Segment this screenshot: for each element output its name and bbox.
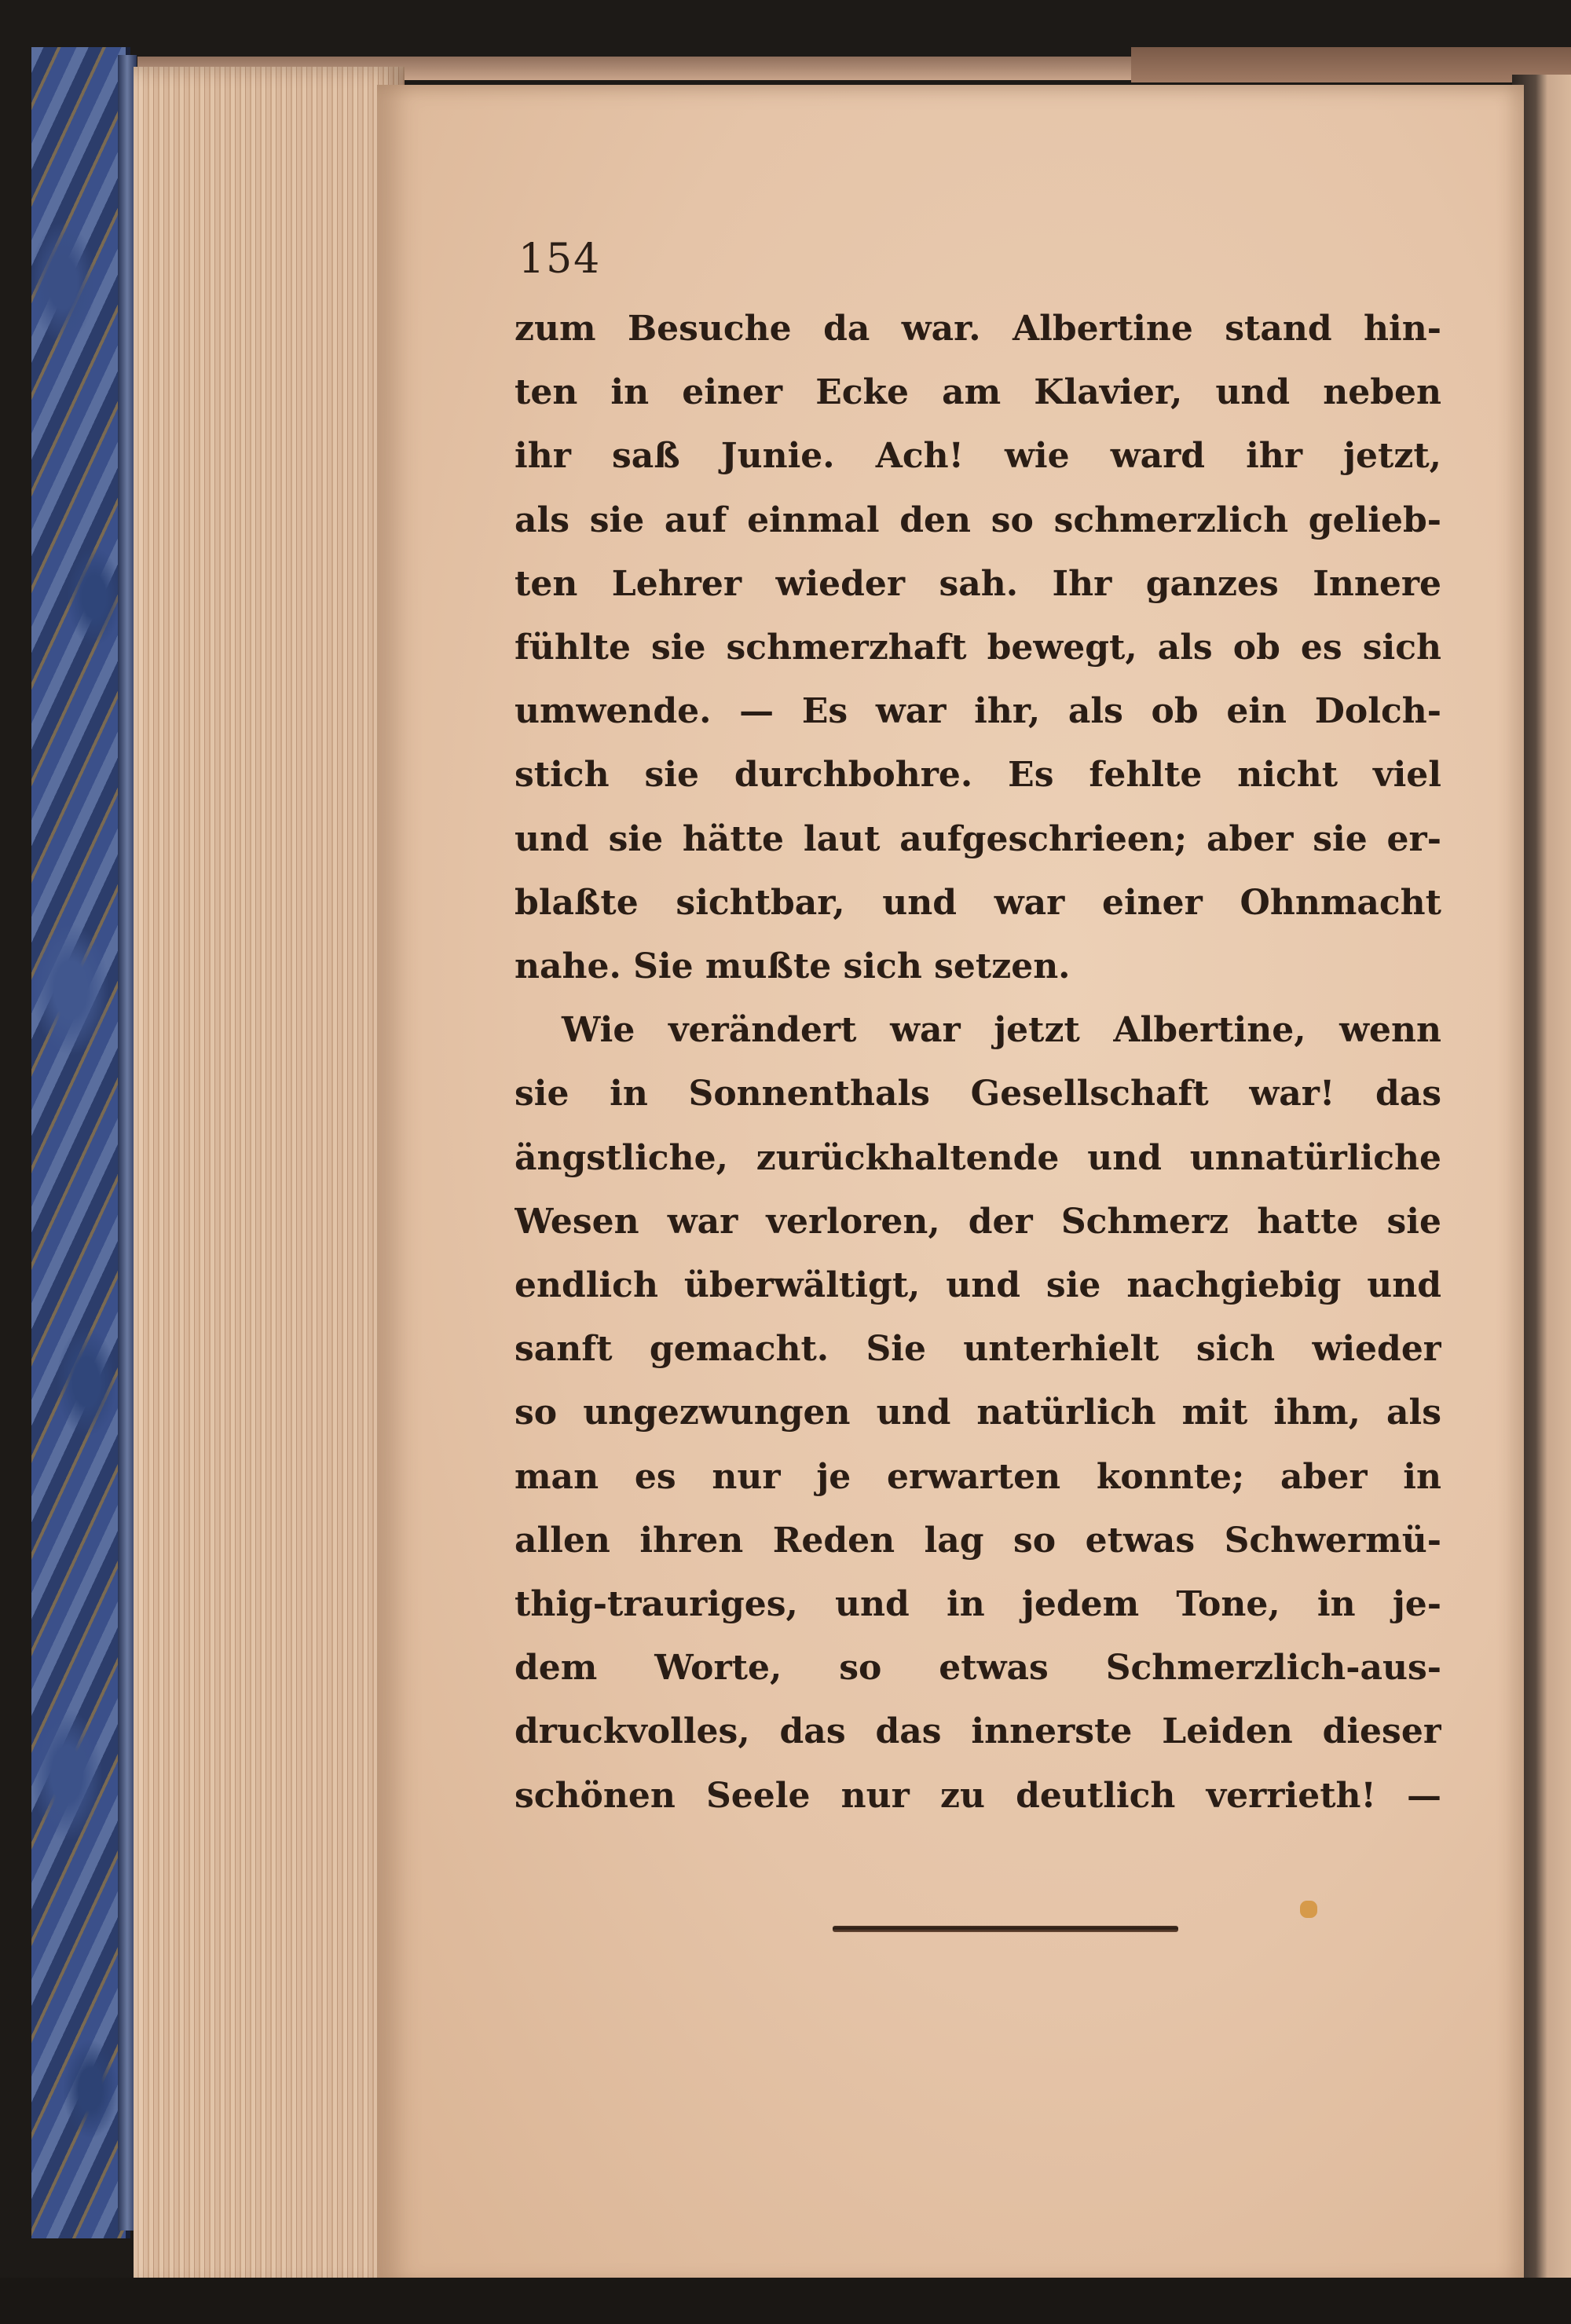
text-line: ihr saß Junie. Ach! wie ward ihr jetzt, [515, 436, 1441, 477]
marbled-cover [31, 47, 130, 2238]
page-stack-edges [134, 67, 405, 2289]
text-line: sanft gemacht. Sie unterhielt sich wieder [515, 1329, 1441, 1370]
text-line: sie in Sonnenthals Gesellschaft war! das [515, 1074, 1441, 1114]
text-line: dem Worte, so etwas Schmerzlich-aus- [515, 1648, 1441, 1689]
text-line: so ungezwungen und natürlich mit ihm, als [515, 1393, 1441, 1433]
text-line: und sie hätte laut aufgeschrieen; aber sie er- [515, 818, 1441, 859]
page-text [515, 297, 1441, 1828]
text-line: endlich überwältigt, und sie nachgiebig und [515, 1265, 1441, 1306]
text-line: fühlte sie schmerzhaft bewegt, als ob es sich [515, 628, 1441, 668]
background-bottom [0, 2278, 1571, 2324]
text-line: ängstliche, zurückhaltende und unnatürliche [515, 1137, 1441, 1178]
text-line: ten in einer Ecke am Klavier, und neben [515, 372, 1441, 413]
text-line: allen ihren Reden lag so etwas Schwermü- [515, 1520, 1441, 1561]
text-line: thig-trauriges, und in jedem Tone, in je- [515, 1584, 1441, 1625]
text-line: blaßte sichtbar, und war einer Ohnmacht [515, 882, 1441, 923]
text-line: Wesen war verloren, der Schmerz hatte sie [515, 1201, 1441, 1242]
paper-stain [1300, 1901, 1317, 1918]
text-line: nahe. Sie mußte sich setzen. [515, 946, 1071, 987]
text-line: ten Lehrer wieder sah. Ihr ganzes Innere [515, 563, 1441, 604]
end-rule [833, 1926, 1178, 1932]
text-line: als sie auf einmal den so schmerzlich gelieb- [515, 500, 1441, 540]
text-line: man es nur je erwarten konnte; aber in [515, 1456, 1441, 1497]
text-line: stich sie durchbohre. Es fehlte nicht viel [515, 755, 1441, 796]
text-line: druckvolles, das das innerste Leiden dieser [515, 1711, 1441, 1752]
text-line: schönen Seele nur zu deutlich verrieth! — [515, 1775, 1441, 1816]
text-line: zum Besuche da war. Albertine stand hin- [515, 309, 1441, 349]
top-board [1131, 47, 1571, 82]
page-number: 154 [518, 236, 602, 283]
text-line: Wie verändert war jetzt Albertine, wenn [562, 1010, 1441, 1051]
text-line: umwende. — Es war ihr, als ob ein Dolch- [515, 691, 1441, 732]
